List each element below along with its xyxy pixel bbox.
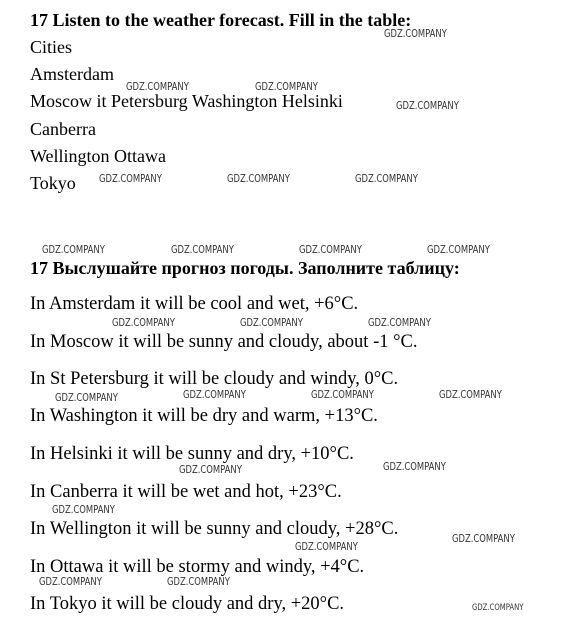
city-line: Amsterdam	[30, 64, 114, 84]
forecast-sentence: In Tokyo it will be cloudy and dry, +20°C.	[30, 594, 345, 614]
watermark: GDZ.COMPANY	[99, 172, 162, 185]
forecast-sentence: In Wellington it will be sunny and cloudy, +28°C.	[30, 519, 399, 539]
watermark: GDZ.COMPANY	[368, 316, 431, 329]
watermark: GDZ.COMPANY	[311, 388, 374, 401]
watermark: GDZ.COMPANY	[227, 172, 290, 185]
exercise-heading-ru: 17 Выслушайте прогноз погоды. Заполните таблицу:	[30, 258, 460, 278]
table-header-cities: Cities	[30, 37, 73, 57]
watermark: GDZ.COMPANY	[472, 603, 524, 613]
forecast-sentence: In Helsinki it will be sunny and dry, +10°C.	[30, 444, 354, 464]
watermark: GDZ.COMPANY	[171, 243, 234, 256]
watermark: GDZ.COMPANY	[126, 80, 189, 93]
exercise-heading-en: 17 Listen to the weather forecast. Fill in the table:	[30, 10, 412, 30]
watermark: GDZ.COMPANY	[452, 532, 515, 545]
forecast-sentence: In Canberra it will be wet and hot, +23°C.	[30, 482, 342, 502]
watermark: GDZ.COMPANY	[167, 575, 230, 588]
city-line: Tokyo	[30, 173, 76, 193]
watermark: GDZ.COMPANY	[183, 388, 246, 401]
watermark: GDZ.COMPANY	[55, 391, 118, 404]
city-line: Moscow it Petersburg Washington Helsinki	[30, 91, 343, 111]
watermark: GDZ.COMPANY	[295, 540, 358, 553]
watermark: GDZ.COMPANY	[384, 27, 447, 40]
watermark: GDZ.COMPANY	[355, 172, 418, 185]
watermark: GDZ.COMPANY	[42, 243, 105, 256]
watermark: GDZ.COMPANY	[427, 243, 490, 256]
forecast-sentence: In Amsterdam it will be cool and wet, +6°C.	[30, 294, 359, 314]
forecast-sentence: In St Petersburg it will be cloudy and windy, 0°C.	[30, 369, 399, 389]
forecast-sentence: In Ottawa it will be stormy and windy, +4°C.	[30, 557, 365, 577]
watermark: GDZ.COMPANY	[299, 243, 362, 256]
watermark: GDZ.COMPANY	[179, 463, 242, 476]
watermark: GDZ.COMPANY	[240, 316, 303, 329]
watermark: GDZ.COMPANY	[52, 503, 115, 516]
city-line: Canberra	[30, 119, 96, 139]
watermark: GDZ.COMPANY	[439, 388, 502, 401]
forecast-sentence: In Moscow it will be sunny and cloudy, about -1 °C.	[30, 332, 418, 352]
watermark: GDZ.COMPANY	[255, 80, 318, 93]
watermark: GDZ.COMPANY	[396, 99, 459, 112]
forecast-sentence: In Washington it will be dry and warm, +13°C.	[30, 406, 378, 426]
watermark: GDZ.COMPANY	[112, 316, 175, 329]
city-line: Wellington Ottawa	[30, 146, 167, 166]
watermark: GDZ.COMPANY	[383, 460, 446, 473]
watermark: GDZ.COMPANY	[39, 575, 102, 588]
